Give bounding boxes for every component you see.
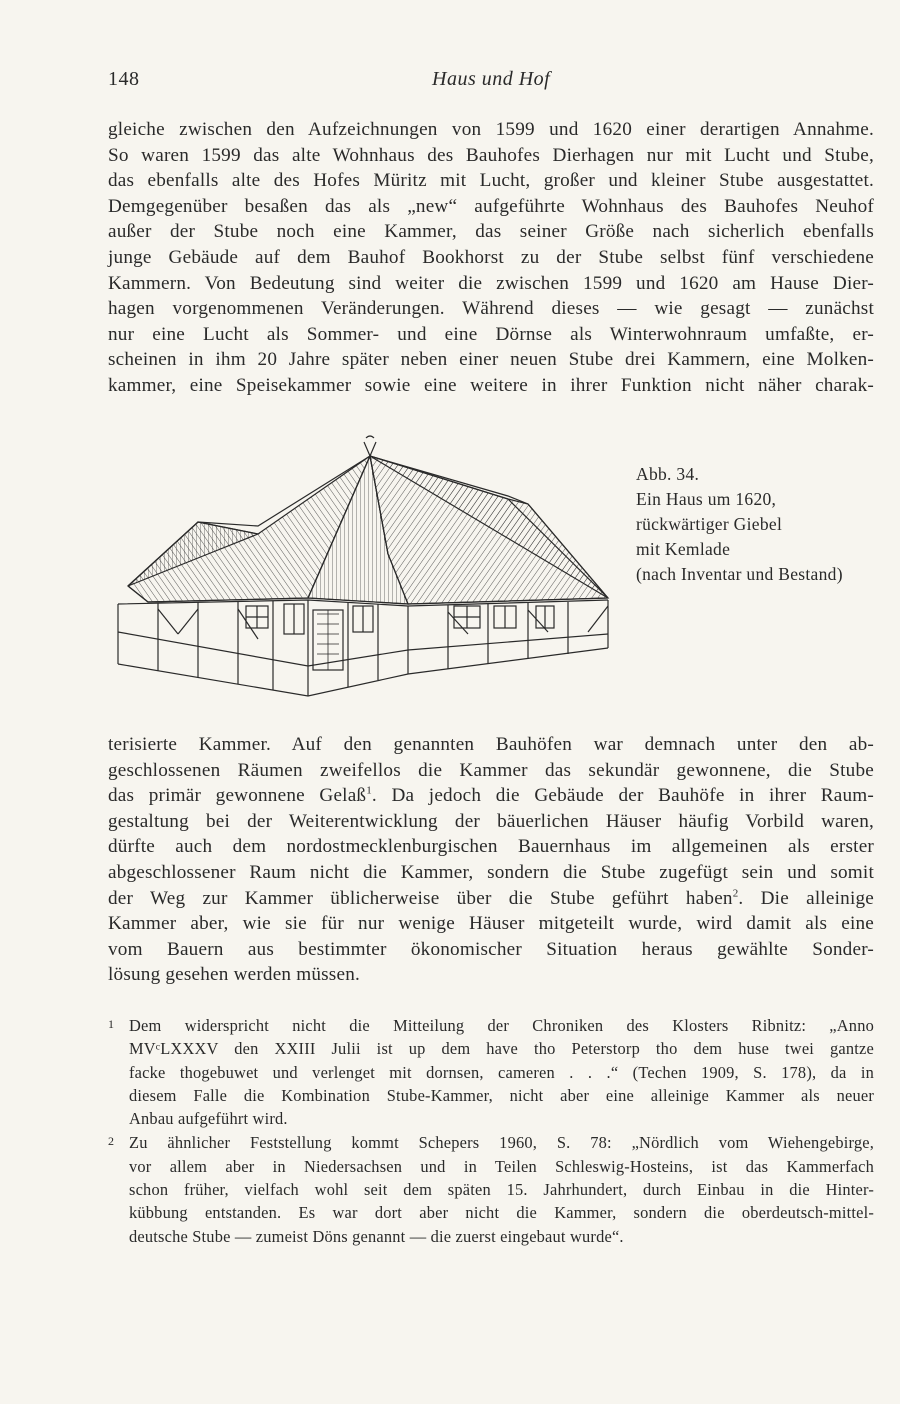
text-line: nur eine Lucht als Sommer- und eine Dörnse als Winterwohnraum umfaßte, er-: [108, 323, 874, 345]
text-line: außer der Stube noch eine Kammer, das seiner Größe nach sicherlich ebenfalls: [108, 221, 874, 243]
text-line: dürfte auch dem nordostmecklenburgischen Bauernhaus im allgemeinen als erster: [108, 836, 874, 858]
footnote-line: Zu ähnlicher Feststellung kommt Schepers 1960, S. 78: „Nördlich vom Wiehengebirge,: [129, 1133, 874, 1153]
text-line: kammer, eine Speisekammer sowie eine weitere in ihrer Funktion nicht näher charak-: [108, 374, 874, 396]
footnote-line: deutsche Stube — zumeist Döns genannt — die zuerst eingebaut wurde“.: [129, 1226, 624, 1246]
line-text: geschlossenen Räumen zweifellos die Kammer das sekundär gewonnene, die Stube: [108, 759, 874, 781]
footnote-line: vor allem aber in Niedersachsen und in Teilen Schleswig-Hosteins, ist das Kammerfach: [129, 1156, 874, 1176]
text-line: [108, 783, 874, 809]
footnote-line: kübbung entstanden. Es war dort aber nicht die Kammer, sondern die oberdeutsch-mittel-: [129, 1203, 874, 1223]
line-text: . Da jedoch die Gebäude der Bauhöfe in ihrer Raum-: [371, 785, 874, 807]
text-line: abgeschlossener Raum nicht die Kammer, sondern die Stube zugefügt sein und somit: [108, 861, 874, 883]
footnote-line: MVᶜLXXXV den XXIII Julii ist up dem have tho Peterstorp tho dem huse twei gantze: [129, 1039, 874, 1059]
text-line: terisierte Kammer. Auf den genannten Bauhöfen war demnach unter den ab-: [108, 734, 874, 755]
text-line: Kammern. Von Bedeutung sind weiter die zwischen 1599 und 1620 am Hause Dier-: [108, 272, 874, 294]
footnote-line: schon früher, vielfach wohl seit dem späten 15. Jahrhundert, durch Einbau in die Hinter-: [129, 1180, 874, 1200]
paragraph-1: [108, 117, 874, 399]
caption-line: (nach Inventar und Bestand): [636, 564, 843, 584]
line-text: der Weg zur Kammer üblicherweise über die Stube geführt haben: [108, 887, 733, 909]
text-line: gestaltung bei der Weiterentwicklung der bäuerlichen Häuser häufig Vorbild waren,: [108, 810, 874, 832]
text-line: gleiche zwischen den Aufzeichnungen von 1599 und 1620 einer derartigen Annahme.: [108, 119, 874, 140]
caption-line: Ein Haus um 1620,: [636, 489, 777, 509]
paragraph-2: [108, 732, 874, 988]
figure-caption: [636, 462, 886, 587]
footnote-1: [108, 1014, 874, 1130]
text-line: hagen vorgenommenen Veränderungen. Während dieses — wie gesagt — zunächst: [108, 298, 874, 320]
line-text: das primär gewonnene Gelaß: [108, 785, 367, 807]
caption-line: rückwärtiger Giebel: [636, 514, 783, 534]
text-line: [108, 758, 874, 784]
text-line: So waren 1599 das alte Wohnhaus des Bauhofes Dierhagen nur mit Lucht und Stube,: [108, 144, 874, 166]
house-illustration: [108, 434, 628, 704]
footnote-ref: 1: [366, 784, 372, 797]
text-line: junge Gebäude auf dem Bauhof Bookhorst zu der Stube selbst fünf verschiedene: [108, 246, 874, 268]
footnote-mark: 1: [108, 1017, 114, 1031]
text-line: lösung gesehen werden müssen.: [108, 964, 360, 986]
footnotes: [108, 1014, 874, 1248]
caption-line: Abb. 34.: [636, 464, 700, 484]
footnote-ref: 2: [732, 887, 739, 900]
footnote-line: Anbau aufgeführt wird.: [129, 1109, 288, 1129]
footnote-line: diesem Falle die Kombination Stube-Kammer, nicht aber eine alleinige Kammer als neuer: [129, 1085, 874, 1105]
line-text: . Die alleinige: [738, 887, 874, 909]
footnote-line: facke thogebuwet und verlenget mit dornsen, cameren . . .“ (Techen 1909, S. 178), da in: [129, 1062, 874, 1082]
text-line: [108, 886, 874, 912]
text-line: scheinen in ihm 20 Jahre später neben einer neuen Stube drei Kammern, eine Molken-: [108, 349, 874, 371]
running-head: [108, 68, 874, 98]
footnote-2: [108, 1131, 874, 1247]
caption-line: mit Kemlade: [636, 539, 731, 559]
footnote-line: Dem widerspricht nicht die Mitteilung der Chroniken des Klosters Ribnitz: „Anno: [129, 1016, 874, 1035]
text-line: Demgegenüber besaßen das als „new“ aufgeführte Wohnhaus des Bauhofes Neuhof: [108, 195, 874, 217]
text-line: das ebenfalls alte des Hofes Müritz mit Lucht, großer und kleiner Stube ausgestattet.: [108, 170, 874, 192]
text-line: vom Bauern aus bestimmter ökonomischer Situation heraus gewählte Sonder-: [108, 938, 874, 960]
text-line: Kammer aber, wie sie für nur wenige Häuser mitgeteilt wurde, wird damit als eine: [108, 913, 874, 935]
footnote-mark: 2: [108, 1134, 114, 1149]
running-title: Haus und Hof: [432, 68, 551, 90]
page-number: 148: [108, 68, 140, 90]
